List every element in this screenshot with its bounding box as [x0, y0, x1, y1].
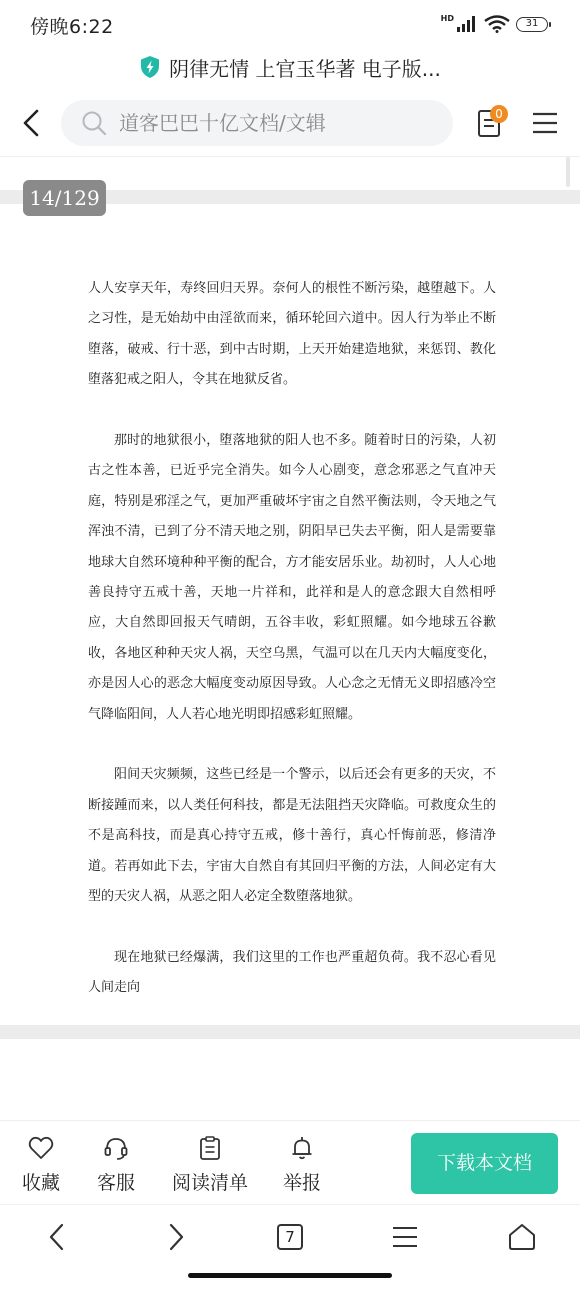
browser-back-icon[interactable] — [39, 1219, 75, 1255]
status-bar — [0, 0, 580, 48]
customer-service-button[interactable] — [97, 1135, 135, 1195]
service-label: 客服 — [97, 1172, 136, 1194]
reading-list-button[interactable] — [172, 1135, 248, 1195]
heart-icon — [28, 1135, 54, 1161]
page-title: 阴律无情 上官玉华著 电子版... — [169, 56, 441, 81]
scrollbar[interactable] — [566, 157, 570, 187]
signal-icon — [456, 16, 478, 32]
search-icon — [81, 110, 107, 136]
favorite-button[interactable] — [22, 1135, 60, 1195]
clipboard-icon — [197, 1135, 223, 1161]
bottom-toolbar — [0, 1120, 580, 1204]
favorite-label: 收藏 — [22, 1172, 61, 1194]
status-icons — [441, 14, 548, 34]
tab-count: 7 — [277, 1224, 303, 1250]
download-button[interactable]: 下载本文档 — [411, 1133, 558, 1194]
browser-forward-icon[interactable] — [158, 1219, 194, 1255]
report-button[interactable] — [283, 1135, 321, 1195]
bell-icon — [289, 1135, 315, 1161]
paragraph: 阳间天灾频频，这些已经是一个警示，以后还会有更多的天灾，不断接踵而来，以人类任何科技，都是无法阻挡天灾降临。可救度众生的不是高科技，而是真心持守五戒，修十善行，真心忏悔前恶，修清净道。若再如此下去，宇宙大自然自有其回归平衡的方法，人间必定有大型的天灾人祸，从恶之阳人必定全数堕落地狱。 — [88, 767, 496, 905]
menu-icon[interactable] — [532, 111, 558, 135]
home-indicator[interactable] — [188, 1273, 392, 1278]
browser-tabs-button[interactable] — [272, 1219, 308, 1255]
shield-icon — [139, 55, 161, 79]
report-label: 举报 — [283, 1172, 322, 1194]
paragraph: 那时的地狱很小，堕落地狱的阳人也不多。随着时日的污染，人初古之性本善，已近乎完全消失。如今人心剧变，意念邪恶之气直冲天庭，特别是邪淫之气，更加严重破坏宇宙之自然平衡法则，令天地之气浑浊不清，已到了分不清天地之别，阴阳早已失去平衡，阳人是需要靠地球大自然环境种种平衡的配合，方才能安居乐业。劫初时，人人心地善良持守五戒十善，天地一片祥和，此祥和是人的意念跟大自然相呼应，大自然即回报天气晴朗，五谷丰收，彩虹照耀。如今地球五谷歉收，各地区种种天灾人祸，天空乌黑，气温可以在几天内大幅度变化，亦是因人心的恶念大幅度变动原因导致。人心念之无情无义即招感冷空气降临阳间，人人若心地光明即招感彩虹照耀。 — [88, 433, 496, 722]
status-time: 傍晚6:22 — [30, 16, 114, 38]
battery-icon: 31 — [516, 17, 548, 32]
reading-list-label: 阅读清单 — [172, 1172, 249, 1194]
document-page-text — [88, 274, 496, 1034]
nav-bar — [0, 92, 580, 154]
search-input[interactable] — [119, 100, 439, 146]
paragraph: 现在地狱已经爆满，我们这里的工作也严重超负荷。我不忍心看见人间走向 — [88, 949, 496, 996]
headset-icon — [103, 1135, 129, 1161]
page-indicator: 14/129 — [23, 180, 106, 216]
hd-label: HD — [440, 13, 454, 23]
back-icon[interactable] — [16, 105, 46, 141]
browser-menu-icon[interactable] — [387, 1219, 423, 1255]
browser-home-icon[interactable] — [504, 1219, 540, 1255]
wifi-icon — [484, 15, 510, 33]
search-box[interactable] — [61, 100, 453, 146]
reading-list-badge: 0 — [490, 105, 508, 123]
paragraph: 人人安享天年，寿终回归天界。奈何人的根性不断污染，越堕越下。人之习性，是无始劫中由淫欲而来，循环轮回六道中。因人行为举止不断堕落，破戒、行十恶，到中古时期，上天开始建造地狱，来惩罚、教化堕落犯戒之阳人，令其在地狱反省。 — [88, 281, 496, 388]
page-title-row — [0, 48, 580, 86]
